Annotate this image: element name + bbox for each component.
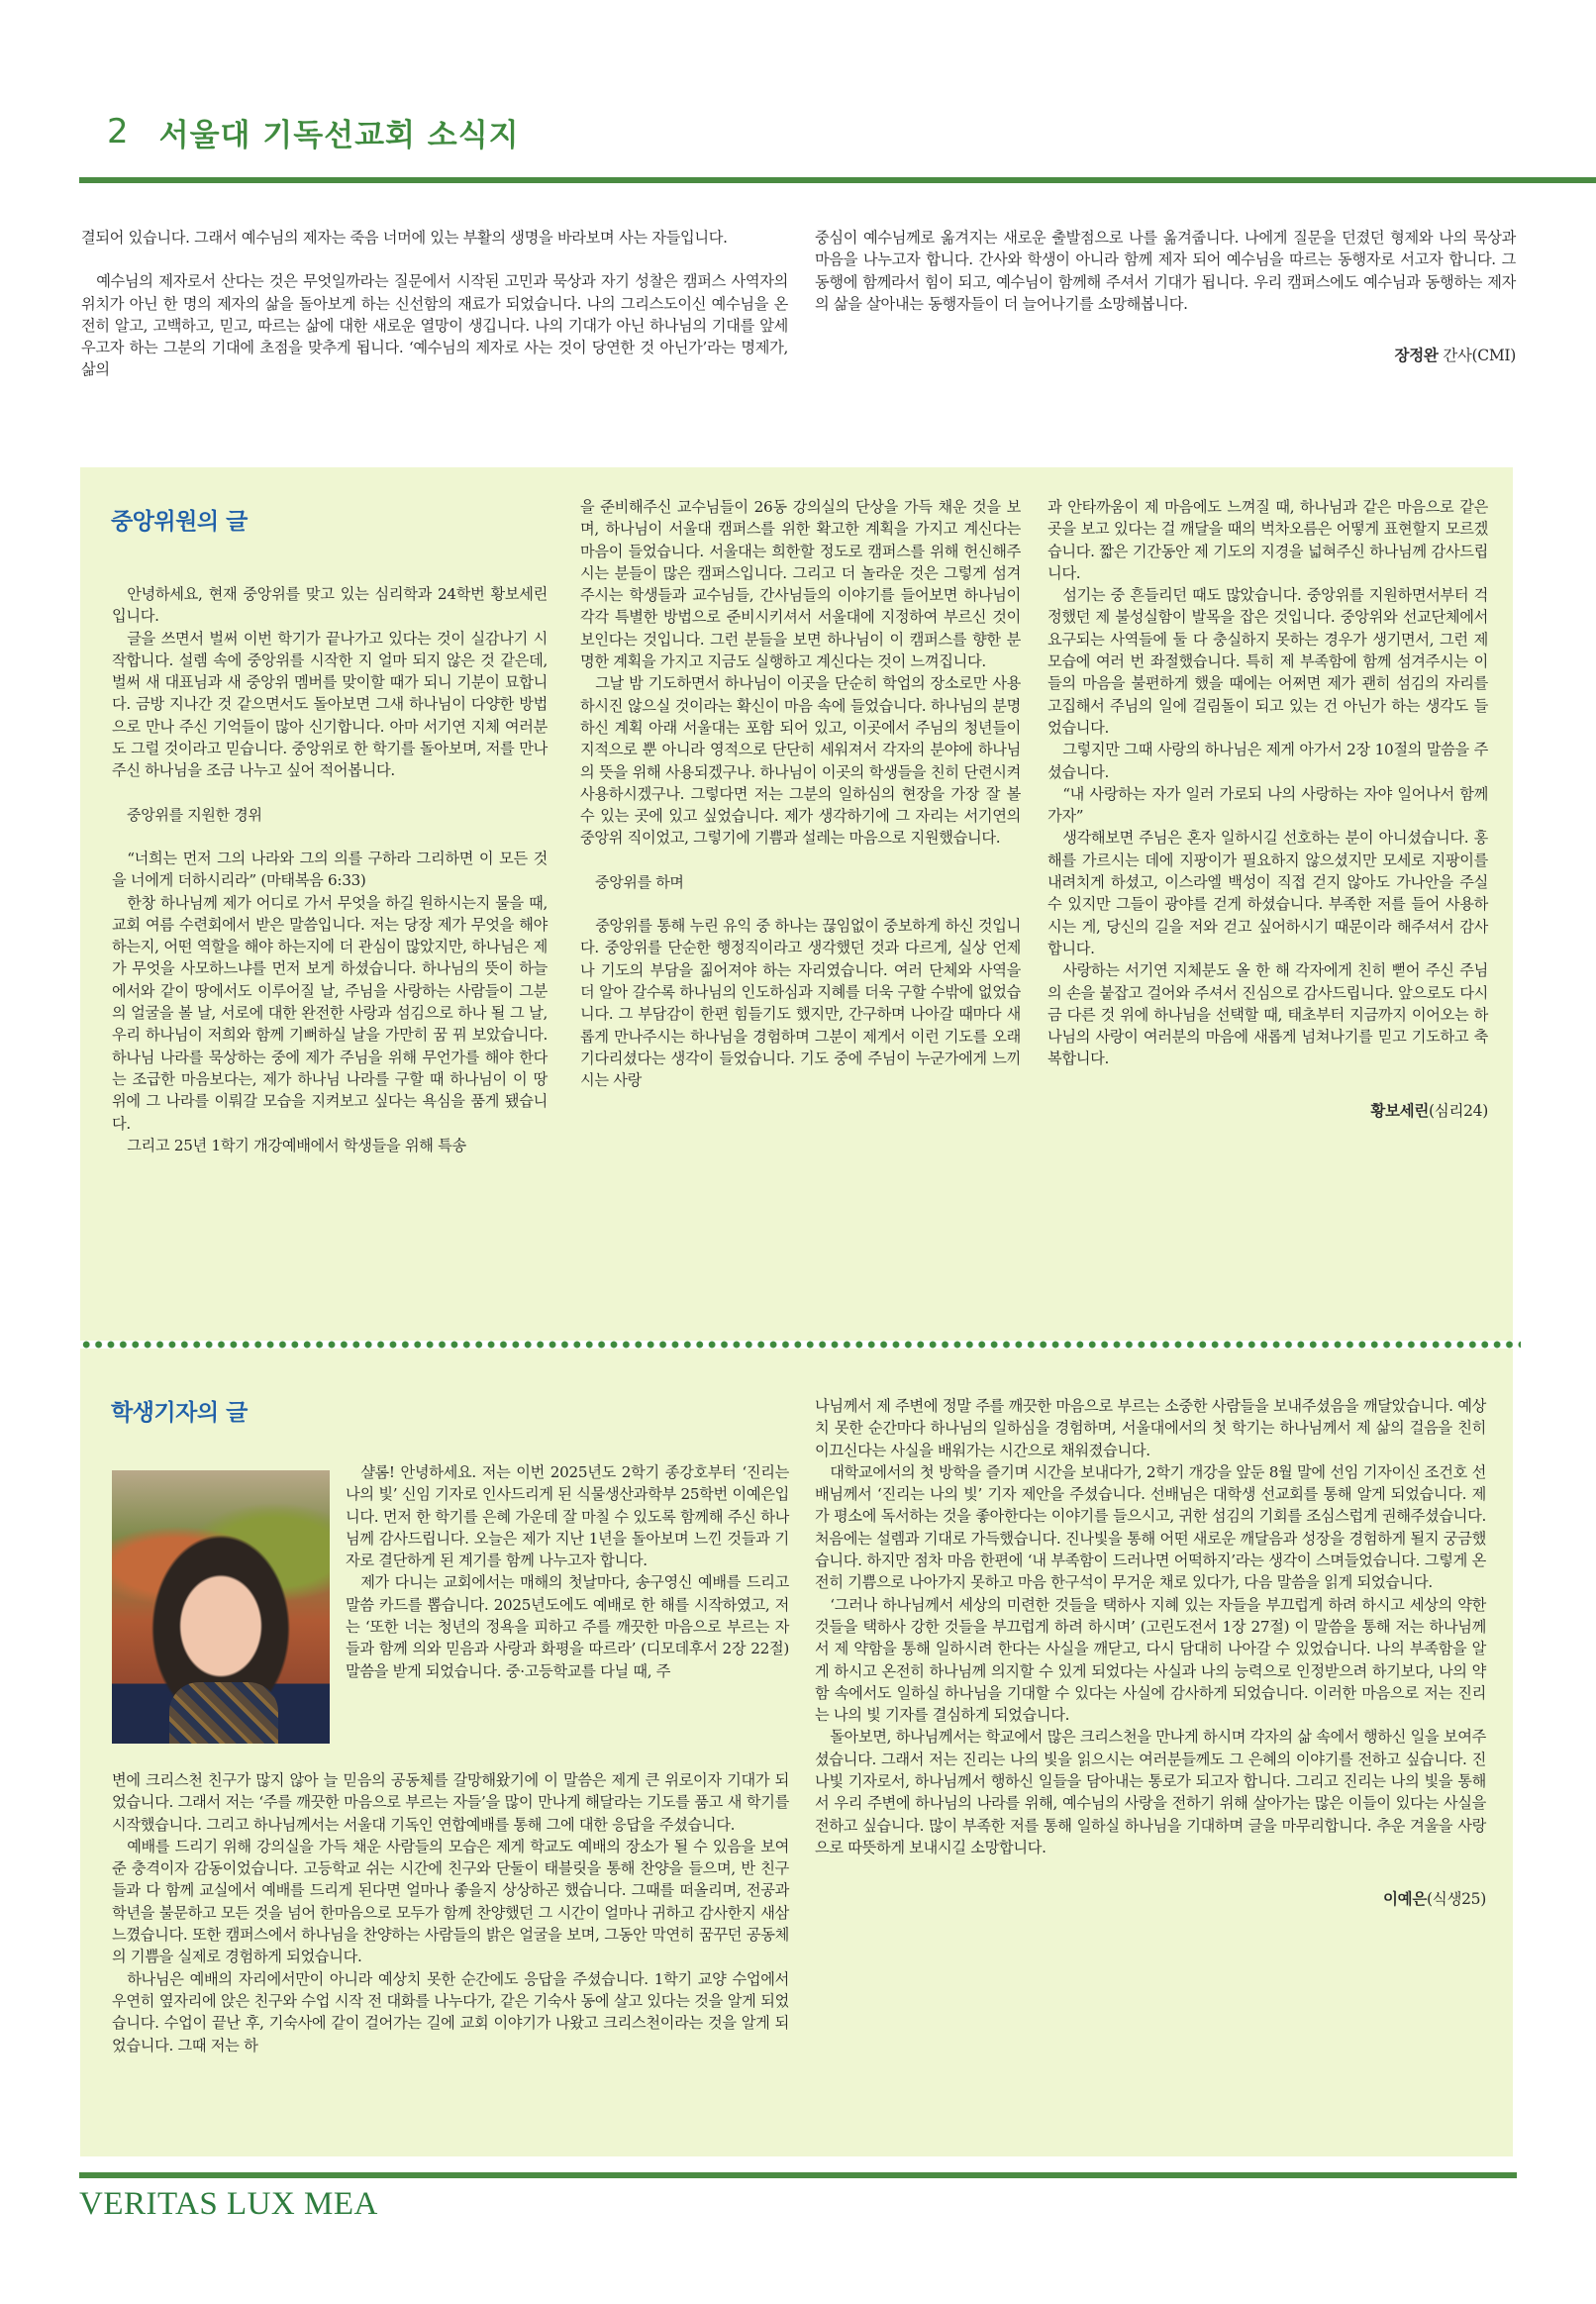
page-number: 2 xyxy=(107,112,130,151)
paragraph: 중앙위를 통해 누린 유익 중 하나는 끊임없이 중보하게 하신 것입니다. 중앙위를 단순한 행정직이라고 생각했던 것과 다르게, 실상 언제나 기도의 부담을 짊어져야 하는 자리였습니다. 여러 단체와 사역을 더 알아 갈수록 하나님의 인도하심과 지혜를 더욱 구할 수밖에 없었습니다. 그 부담감이 한편 힘들기도 했지만, 간구하며 나아갈 때마다 새롭게 만나주시는 하나님을 경험하며 그분이 제게서 이런 기도를 오래 기다리셨다는 생각이 들었습니다. 기도 중에 주님이 누군가에게 느끼시는 사랑 xyxy=(580,917,1021,1090)
paragraph: 을 준비해주신 교수님들이 26동 강의실의 단상을 가득 채운 것을 보며, 하나님이 서울대 캠퍼스를 위한 확고한 계획을 가지고 계신다는 마음이 들었습니다. 서울대는 희한할 정도로 캠퍼스를 위해 헌신해주시는 분들이 많은 캠퍼스입니다. 그리고 더 놀라운 것은 그렇게 섬겨 주시는 학생들과 교수님들, 간사님들의 이야기를 들어보면 하나님이 각각 특별한 방법으로 준비시키셔서 서울대에 지정하여 부르신 것이 보인다는 것입니다. 그런 분들을 보면 하나님이 이 캠퍼스를 향한 분명한 계획을 가지고 지금도 실행하고 계신다는 것이 느껴집니다. xyxy=(580,498,1021,671)
paragraph: 글을 쓰면서 벌써 이번 학기가 끝나가고 있다는 것이 실감나기 시작합니다. 설렘 속에 중앙위를 시작한 지 얼마 되지 않은 것 같은데, 벌써 새 대표님과 새 중앙위 멤버를 맞이할 때가 되니 기분이 묘합니다. 금방 지나간 것 같으면서도 돌아보면 그새 하나님이 다양한 방법으로 만나 주신 기억들이 많아 신기합니다. 아마 서기연 지체 여러분도 그럴 것이라고 믿습니다. 중앙위로 한 학기를 돌아보며, 저를 만나주신 하나님을 조금 나누고 싶어 적어봅니다. xyxy=(112,629,548,780)
paragraph: 생각해보면 주님은 혼자 일하시길 선호하는 분이 아니셨습니다. 홍해를 가르시는 데에 지팡이가 필요하지 않으셨지만 모세로 지팡이를 내려치게 하셨고, 이스라엘 백성이 직접 걷지 않아도 가나안을 주실 수 있지만 그들이 광야를 걷게 하셨습니다. 부족한 저를 들어 사용하시는 게, 당신의 길을 저와 걷고 싶어하시기 때문이라 해주셔서 감사합니다. xyxy=(1047,829,1488,957)
reporter-article-title: 학생기자의 글 xyxy=(111,1400,248,1426)
paragraph: 사랑하는 서기연 지체분도 올 한 해 각자에게 친히 뻗어 주신 주님의 손을 붙잡고 걸어와 주셔서 진심으로 감사드립니다. 앞으로도 다시금 다른 것 위에 하나님을 선택할 때, 태초부터 지금까지 이어오는 하나님의 사랑이 여러분의 마음에 새롭게 넘쳐나기를 믿고 기도하고 축복합니다. xyxy=(1047,961,1488,1068)
paragraph: 샬롬! 안녕하세요. 저는 이번 2025년도 2학기 종강호부터 ‘진리는 나의 빛’ 신임 기자로 인사드리게 된 식물생산과학부 25학번 이예은입니다. 먼저 한 학기를 은혜 가운데 잘 마칠 수 있도록 함께해 주신 하나님께 감사드립니다. 오늘은 제가 지난 1년을 돌아보며 느낀 것들과 기자로 결단하게 된 계기를 함께 나누고자 합니다. xyxy=(346,1463,789,1570)
scripture-quote: “내 사랑하는 자가 일러 가로되 나의 사랑하는 자야 일어나서 함께 가자” xyxy=(1047,784,1488,826)
paragraph: 안녕하세요, 현재 중앙위를 맞고 있는 심리학과 24학번 황보세린입니다. xyxy=(112,585,548,626)
section-subheading: 중앙위를 하며 xyxy=(595,872,684,891)
author-signature xyxy=(1047,1100,1488,1122)
reporter-left-column xyxy=(112,1769,789,2056)
paragraph: ‘그러나 하나님께서 세상의 미련한 것들을 택하사 지혜 있는 자들을 부끄럽게 하려 하시고 세상의 약한 것들을 택하사 강한 것들을 부끄럽게 하려 하시며’ (고린도전서 1장 27절) 이 말씀을 통해 저는 하나님께서 제 약함을 통해 일하시려 한다는 사실을 깨닫고, 다시 담대히 나아갈 수 있었습니다. 나의 부족함을 알게 하시고 온전히 하나님께 의지할 수 있게 되었다는 사실과 나의 능력으로 인정받으려 하기보다, 나의 약함 속에서도 일하실 하나님을 기대할 수 있다는 사실에 감사하게 되었습니다. 이러한 마음으로 저는 진리는 나의 빛 기자를 결심하게 되었습니다. xyxy=(815,1595,1486,1725)
reporter-right-column xyxy=(815,1395,1486,1911)
paragraph: 예배를 드리기 위해 강의실을 가득 채운 사람들의 모습은 제게 학교도 예배의 장소가 될 수 있음을 보여준 충격이자 감동이었습니다. 고등학교 쉬는 시간에 친구와 단둘이 태블릿을 통해 찬양을 들으며, 반 친구들과 다 함께 교실에서 예배를 드리게 된다면 얼마나 좋을지 상상하곤 했습니다. 그때를 떠올리며, 전공과 학년을 불문하고 모든 것을 넘어 한마음으로 모두가 함께 찬양했던 그 시간이 얼마나 귀하고 감사한지 새삼 느꼈습니다. 또한 캠퍼스에서 하나님을 찬양하는 사람들의 밝은 얼굴을 보며, 그동안 막연히 꿈꾸던 공동체의 기쁨을 실제로 경험하게 되었습니다. xyxy=(112,1837,789,1966)
paragraph: 결되어 있습니다. 그래서 예수님의 제자는 죽음 너머에 있는 부활의 생명을 바라보며 사는 자들입니다. xyxy=(81,229,728,247)
section-subheading: 중앙위를 지원한 경위 xyxy=(127,805,262,824)
committee-column-1 xyxy=(112,583,548,1156)
reporter-photo xyxy=(112,1470,330,1744)
author-name: 황보세린 xyxy=(1370,1101,1430,1120)
paragraph: 변에 크리스천 친구가 많지 않아 늘 믿음의 공동체를 갈망해왔기에 이 말씀은 제게 큰 위로이자 기대가 되었습니다. 그래서 저는 ‘주를 깨끗한 마음으로 부르는 자들’을 많이 만나게 해달라는 기도를 품고 새 학기를 시작했습니다. 그리고 하나님께서는 서울대 기독인 연합예배를 통해 그에 대한 응답을 주셨습니다. xyxy=(112,1771,789,1834)
committee-column-2 xyxy=(580,496,1021,1091)
footer-motto: VERITAS LUX MEA xyxy=(79,2186,378,2222)
paragraph: 그날 밤 기도하면서 하나님이 이곳을 단순히 학업의 장소로만 사용하시진 않으실 것이라는 확신이 마음 속에 들었습니다. 하나님의 분명하신 계획 아래 서울대는 포함 되어 있고, 이곳에서 주님의 청년들이 지적으로 뿐 아니라 영적으로 단단히 세워져서 각자의 분야에 하나님의 뜻을 위해 사용되겠구나. 하나님이 이곳의 학생들을 친히 단련시켜 사용하시겠구나. 그렇다면 저는 그분의 일하심의 현장을 가장 잘 볼 수 있는 곳에 있고 싶었습니다. 제가 생각하기에 그 자리는 서기연의 중앙위 직이었고, 그렇기에 기쁨과 설레는 마음으로 지원했습니다. xyxy=(580,674,1021,848)
author-name: 이예은 xyxy=(1383,1890,1428,1909)
author-signature xyxy=(815,345,1516,366)
paragraph: 제가 다니는 교회에서는 매해의 첫날마다, 송구영신 예배를 드리고 말씀 카드를 뽑습니다. 2025년도에도 예배로 한 해를 시작하였고, 저는 ‘또한 너는 청년의 정욕을 피하고 주를 깨끗한 마음으로 부르는 자들과 함께 의와 믿음과 사랑과 화평을 따르라’ (디모데후서 2장 22절) 말씀을 받게 되었습니다. 중·고등학교를 다닐 때, 주 xyxy=(346,1573,789,1680)
paragraph: 중심이 예수님께로 옮겨지는 새로운 출발점으로 나를 옮겨줍니다. 나에게 질문을 던졌던 형제와 나의 묵상과 마음을 나누고자 합니다. 간사와 학생이 아니라 함께 제자 되어 예수님을 따르는 동행자로 서고자 합니다. 그 동행에 함께라서 힘이 되고, 예수님이 함께해 주셔서 기대가 됩니다. 우리 캠퍼스에도 예수님과 동행하는 제자의 삶을 살아내는 동행자들이 더 늘어나기를 소망해봅니다. xyxy=(815,229,1516,313)
paragraph: 그렇지만 그때 사랑의 하나님은 제게 아가서 2장 10절의 말씀을 주셨습니다. xyxy=(1047,741,1488,781)
author-name: 장정완 xyxy=(1394,347,1439,365)
top-article-right-column xyxy=(815,227,1516,366)
paragraph: 하나님은 예배의 자리에서만이 아니라 예상치 못한 순간에도 응답을 주셨습니다. 1학기 교양 수업에서 우연히 옆자리에 앉은 친구와 수업 시작 전 대화를 나누다가, 같은 기숙사 동에 살고 있다는 것을 알게 되었습니다. 수업이 끝난 후, 기숙사에 같이 걸어가는 길에 교회 이야기가 나왔고 크리스천이라는 것을 알게 되었습니다. 그때 저는 하 xyxy=(112,1969,789,2054)
header-divider xyxy=(79,177,1596,183)
paragraph: 그리고 25년 1학기 개강예배에서 학생들을 위해 특송 xyxy=(127,1136,466,1154)
paragraph: 과 안타까움이 제 마음에도 느껴질 때, 하나님과 같은 마음으로 같은 곳을 보고 있다는 걸 깨달을 때의 벅차오름은 어떻게 표현할지 모르겠습니다. 짧은 기간동안 제 기도의 지경을 넓혀주신 하나님께 감사드립니다. xyxy=(1047,498,1488,582)
top-article-left-column xyxy=(81,227,788,381)
photo-scarf-detail xyxy=(169,1682,278,1744)
paragraph: 돌아보면, 하나님께서는 학교에서 많은 크리스천을 만나게 하시며 각자의 삶 속에서 행하신 일을 보여주셨습니다. 그래서 저는 진리는 나의 빛을 읽으시는 여러분들께도 그 은혜의 이야기를 전하고 싶습니다. 진나빛 기자로서, 하나님께서 행하신 일들을 담아내는 통로가 되고자 합니다. 그리고 진리는 나의 빛을 통해서 우리 주변에 하나님의 나라를 위해, 예수님의 사랑을 전하기 위해 살아가는 많은 이들이 있다는 사실을 전하고 싶습니다. 많이 부족한 저를 통해 일하실 하나님을 기대하며 글을 마무리합니다. 추운 겨울을 사랑으로 따뜻하게 보내시길 소망합니다. xyxy=(815,1728,1486,1856)
paragraph: 예수님의 제자로서 산다는 것은 무엇일까라는 질문에서 시작된 고민과 묵상과 자기 성찰은 캠퍼스 사역자의 위치가 아닌 한 명의 제자의 삶을 돌아보게 하는 신선함의 재료가 되었습니다. 나의 그리스도이신 예수님을 온전히 알고, 고백하고, 믿고, 따르는 삶에 대한 새로운 열망이 생깁니다. 나의 기대가 아닌 하나님의 기대를 앞세우고자 하는 그분의 기대에 초점을 맞추게 됩니다. ‘예수님의 제자로 사는 것이 당연한 것 아닌가’라는 명제가, 삶의 xyxy=(81,272,788,379)
author-affiliation: (식생25) xyxy=(1427,1890,1486,1909)
footer-divider xyxy=(79,2172,1517,2178)
committee-column-3 xyxy=(1047,496,1488,1122)
page-header xyxy=(107,107,520,156)
newsletter-title: 서울대 기독선교회 소식지 xyxy=(158,117,520,153)
committee-article-title: 중앙위원의 글 xyxy=(111,509,248,535)
author-signature xyxy=(815,1888,1486,1910)
author-role: 간사(CMI) xyxy=(1438,347,1516,365)
scripture-quote: “너희는 먼저 그의 나라와 그의 의를 구하라 그리하면 이 모든 것을 너에게 더하시리라” (마태복음 6:33) xyxy=(112,849,548,890)
author-affiliation: (심리24) xyxy=(1429,1101,1488,1120)
paragraph: 대학교에서의 첫 방학을 즐기며 시간을 보내다가, 2학기 개강을 앞둔 8월 말에 선임 기자이신 조건호 선배님께서 ‘진리는 나의 빛’ 기자 제안을 주셨습니다. 선배님은 대학생 선교회를 통해 알게 되었습니다. 제가 평소에 독서하는 것을 좋아한다는 이야기를 들으시고, 귀한 섬김의 기회를 조심스럽게 권해주셨습니다. 처음에는 설렘과 기대로 가득했습니다. 진나빛을 통해 어떤 새로운 깨달음과 성장을 경험하게 될지 궁금했습니다. 하지만 점차 마음 한편에 ‘내 부족함이 드러나면 어떡하지’라는 생각이 스며들었습니다. 그렇게 온전히 기쁨으로 나아가지 못하고 마음 한구석이 무거운 채로 있다가, 다음 말씀을 읽게 되었습니다. xyxy=(815,1462,1486,1592)
paragraph: 섬기는 중 흔들리던 때도 많았습니다. 중앙위를 지원하면서부터 걱정했던 제 불성실함이 발목을 잡은 것입니다. 중앙위와 선교단체에서 요구되는 사역들에 둘 다 충실하지 못하는 경우가 생기면서, 그런 제 모습에 여러 번 좌절했습니다. 특히 제 부족함에 함께 섬겨주시는 이들의 마음을 불편하게 했을 때에는 어쩌면 제가 괜히 섬김의 자리를 고집해서 주님의 일에 걸림돌이 되고 있는 건 아닌가 하는 생각도 들었습니다. xyxy=(1047,586,1488,737)
paragraph: 한창 하나님께 제가 어디로 가서 무엇을 하길 원하시는지 물을 때, 교회 여름 수련회에서 받은 말씀입니다. 저는 당장 제가 무엇을 해야 하는지, 어떤 역할을 해야 하는지에 더 관심이 많았지만, 하나님은 제가 무엇을 사모하느냐를 먼저 보게 하셨습니다. 하나님의 뜻이 하늘에서와 같이 땅에서도 이루어질 날, 주님을 사랑하는 사람들이 그분의 얼굴을 볼 날, 서로에 대한 완전한 사랑과 섬김으로 하나 될 그 날, 우리 하나님이 저희와 함께 기뻐하실 날을 가만히 꿈 꿔 보았습니다. 하나님 나라를 묵상하는 중에 제가 주님을 위해 무언가를 해야 한다는 조급한 마음보다는, 제가 하나님 나라를 구할 때 하나님이 이 땅 위에 그 나라를 이뤄갈 모습을 지켜보고 싶다는 욕심을 품게 됐습니다. xyxy=(112,893,548,1133)
paragraph: 나님께서 제 주변에 정말 주를 깨끗한 마음으로 부르는 소중한 사람들을 보내주셨음을 깨달았습니다. 예상치 못한 순간마다 하나님의 일하심을 경험하며, 서울대에서의 첫 학기는 하나님께서 제 삶의 걸음을 친히 이끄신다는 사실을 배워가는 시간으로 채워졌습니다. xyxy=(815,1397,1486,1459)
reporter-beside-photo-text xyxy=(346,1461,789,1682)
dotted-divider xyxy=(80,1341,1521,1349)
